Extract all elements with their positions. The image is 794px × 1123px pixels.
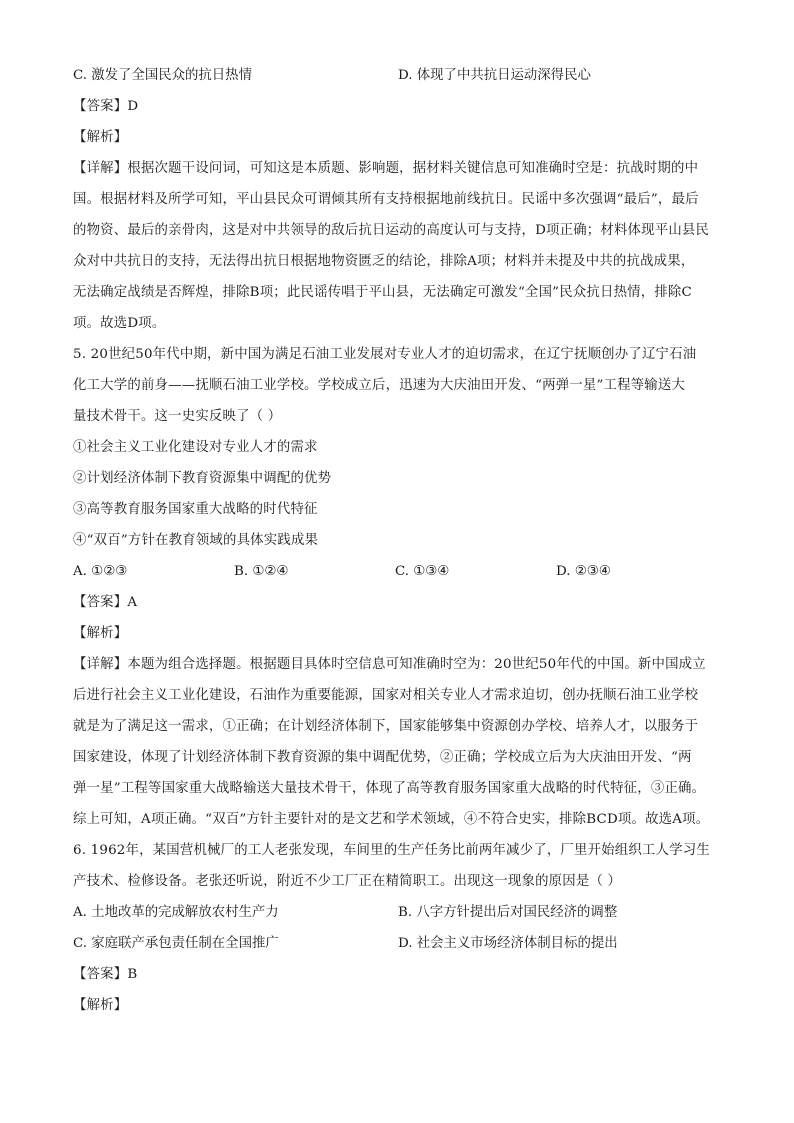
q6-options-row-1 [73,897,733,928]
q4-answer: 【答案】D [73,99,139,114]
q5-option-d: D. ②③④ [556,564,611,579]
q4-option-c: C. 激发了全国民众的抗日热情 [73,68,252,83]
q5-item-2: ②计划经济体制下教育资源集中调配的优势 [73,471,332,486]
q6-options-row-2 [73,928,733,959]
q5-detail-line: 【详解】本题为组合选择题。根据题目具体时空信息可知准确时空为：20世纪50年代的中国。新中国成立 [73,657,706,672]
q4-detail-line: 国。根据材料及所学可知，平山县民众可谓倾其所有支持根据地前线抗日。民谣中多次强调“最后”，最后 [73,192,699,207]
q5-detail-line: 后进行社会主义工业化建设，石油作为重要能源，国家对相关专业人才需求迫切，创办抚顺石油工业学校 [73,688,699,703]
q5-detail-line: 就是为了满足这一需求，①正确；在计划经济体制下，国家能够集中资源创办学校、培养人才，以服务于 [73,719,699,734]
q4-detail [73,153,733,339]
q4-options-row [73,60,733,91]
q6-stem [73,835,733,897]
q5-detail [73,649,733,835]
q4-detail-line: 无法确定战绩是否辉煌，排除B项；此民谣传唱于平山县，无法确定可激发“全国”民众抗日热情，排除C [73,285,692,300]
q5-stem-line: 化工大学的前身——抚顺石油工业学校。学校成立后，迅速为大庆油田开发、“两弹一星”工程等输送大 [73,378,686,393]
q4-analysis-tag: 【解析】 [73,130,128,145]
q6-option-b: B. 八字方针提出后对国民经济的调整 [398,905,618,920]
q5-stem-line: 量技术骨干。这一史实反映了（ ） [73,409,282,424]
q5-analysis-tag: 【解析】 [73,626,128,641]
q6-stem-line: 产技术、检修设备。老张还听说，附近不少工厂正在精简职工。出现这一现象的原因是（ ） [73,874,622,889]
q5-detail-line: 弹一星”工程等国家重大战略输送大量技术骨干，体现了高等教育服务国家重大战略的时代特征，③正确。 [73,781,706,796]
q4-detail-line: 【详解】根据次题干设问词，可知这是本质题、影响题，据材料关键信息可知准确时空是：抗战时期的中 [73,161,699,176]
q5-stem [73,339,733,432]
q5-stem-line: 5. 20世纪50年代中期，新中国为满足石油工业发展对专业人才的迫切需求，在辽宁抚顺创办了辽宁石油 [73,347,697,362]
q6-analysis-tag: 【解析】 [73,998,128,1013]
q5-detail-line: 国家建设，体现了计划经济体制下教育资源的集中调配优势，②正确；学校成立后为大庆油田开发、“两 [73,750,692,765]
q5-item-1: ①社会主义工业化建设对专业人才的需求 [73,440,318,455]
q4-option-d: D. 体现了中共抗日运动深得民心 [398,68,591,83]
q6-option-a: A. 土地改革的完成解放农村生产力 [73,905,279,920]
q6-stem-line: 6. 1962年，某国营机械厂的工人老张发现，车间里的生产任务比前两年减少了，厂里开始组织工人学习生 [73,843,710,858]
q5-answer: 【答案】A [73,595,138,610]
q5-option-a: A. ①②③ [73,564,128,579]
q5-option-c: C. ①③④ [395,564,450,579]
q6-option-c: C. 家庭联产承包责任制在全国推广 [73,936,279,951]
q5-item-4: ④“双百”方针在教育领域的具体实践成果 [73,533,319,548]
q5-option-b: B. ①②④ [234,564,289,579]
q5-detail-line: 综上可知，A项正确。“双百”方针主要针对的是文艺和学术领域，④不符合史实，排除BCD项。故选A项。 [73,812,710,827]
q5-item-3: ③高等教育服务国家重大战略的时代特征 [73,502,318,517]
q6-option-d: D. 社会主义市场经济体制目标的提出 [398,936,618,951]
exam-page [73,60,733,1021]
q5-options-row [73,556,733,587]
q4-detail-line: 众对中共抗日的支持，无法得出抗日根据地物资匮乏的结论，排除A项；材料并未提及中共的抗战成果， [73,254,695,269]
q4-detail-line: 的物资、最后的亲骨肉，这是对中共领导的敌后抗日运动的高度认可与支持，D项正确；材料体现平山县民 [73,223,710,238]
q4-detail-line: 项。故选D项。 [73,316,166,331]
q6-answer: 【答案】B [73,967,138,982]
